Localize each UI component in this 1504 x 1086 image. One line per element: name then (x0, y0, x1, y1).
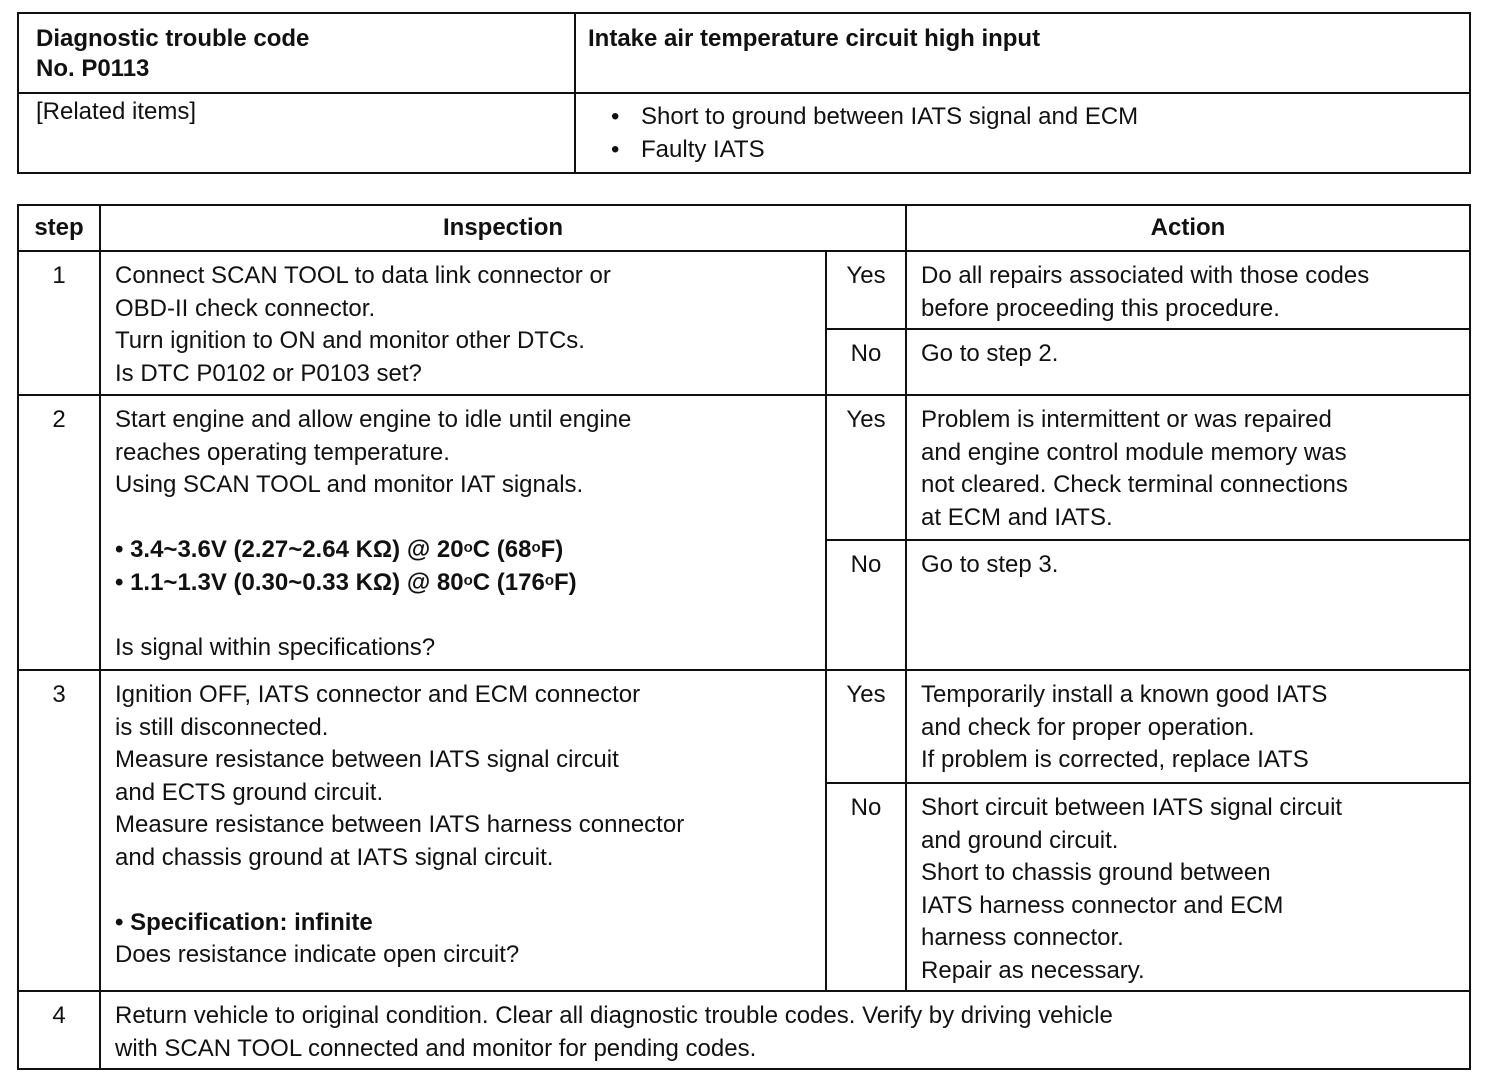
step-number: 1 (18, 251, 100, 395)
yes-label: Yes (826, 670, 906, 783)
inspection-procedure-table (17, 204, 1471, 1070)
related-item: • Faulty IATS (611, 134, 1469, 167)
spec-line: • Specification: infinite (115, 908, 373, 936)
yes-label: Yes (826, 395, 906, 540)
step-2-yes-action: Problem is intermittent or was repaired and engine control module memory was not cleared. Check terminal connections at ECM and IATS. (906, 395, 1470, 540)
step-2-inspection: Start engine and allow engine to idle until engine reaches operating temperature. Using SCAN TOOL and monitor IAT signals. • 3.4~3.6V (2.27~2.64 KΩ) @ 20$^o$C (68$^o$F) • 1.1~1.3V (0.30~0.33 KΩ) @ 80$^o$C (176$^o$F) Is signal within specifications? (100, 395, 826, 670)
dtc-number: No. P0113 (36, 55, 150, 82)
step-3-yes-action: Temporarily install a known good IATS and check for proper operation. If problem is corrected, replace IATS (906, 670, 1470, 783)
step-3-inspection: Ignition OFF, IATS connector and ECM connector is still disconnected. Measure resistance between IATS signal circuit and ECTS ground circuit. Measure resistance between IATS harness connector and chassis ground at IATS signal circuit. • Specification: infinite Does resistance indicate open circuit? (100, 670, 826, 991)
step-number: 3 (18, 670, 100, 991)
related-item: • Short to ground between IATS signal and ECM (611, 101, 1469, 134)
step-4-text: Return vehicle to original condition. Clear all diagnostic trouble codes. Verify by driving vehicle with SCAN TOOL connected and monitor for pending codes. (100, 991, 1470, 1069)
step-1-yes-action: Do all repairs associated with those codes before proceeding this procedure. (906, 251, 1470, 329)
dtc-title-cell (575, 13, 1470, 93)
yes-label: Yes (826, 251, 906, 329)
inspection-column-header: Inspection (100, 205, 906, 251)
step-number: 4 (18, 991, 100, 1069)
dtc-header-table (17, 12, 1471, 174)
step-2-no-action: Go to step 3. (906, 540, 1470, 670)
related-items-label: [Related items] (36, 98, 197, 125)
no-label: No (826, 329, 906, 395)
dtc-code-cell (18, 13, 575, 93)
related-items-cell (575, 93, 1470, 173)
spec-line: • 3.4~3.6V (2.27~2.64 KΩ) @ 20$^o$C (68$^o$F) (115, 536, 564, 563)
related-items-label-cell (18, 93, 575, 173)
spec-line: • 1.1~1.3V (0.30~0.33 KΩ) @ 80$^o$C (176$^o$F) (115, 568, 577, 596)
no-label: No (826, 540, 906, 670)
step-1-inspection: Connect SCAN TOOL to data link connector or OBD-II check connector. Turn ignition to ON and monitor other DTCs. Is DTC P0102 or P0103 set? (100, 251, 826, 395)
related-items-list (588, 101, 1469, 166)
no-label: No (826, 783, 906, 991)
step-1-no-action: Go to step 2. (906, 329, 1470, 395)
step-number: 2 (18, 395, 100, 670)
dtc-label: Diagnostic trouble code (36, 25, 310, 52)
step-column-header: step (18, 205, 100, 251)
step-3-no-action: Short circuit between IATS signal circuit and ground circuit. Short to chassis ground between IATS harness connector and ECM harness connector. Repair as necessary. (906, 783, 1470, 991)
dtc-title: Intake air temperature circuit high input (588, 25, 1041, 52)
action-column-header: Action (906, 205, 1470, 251)
